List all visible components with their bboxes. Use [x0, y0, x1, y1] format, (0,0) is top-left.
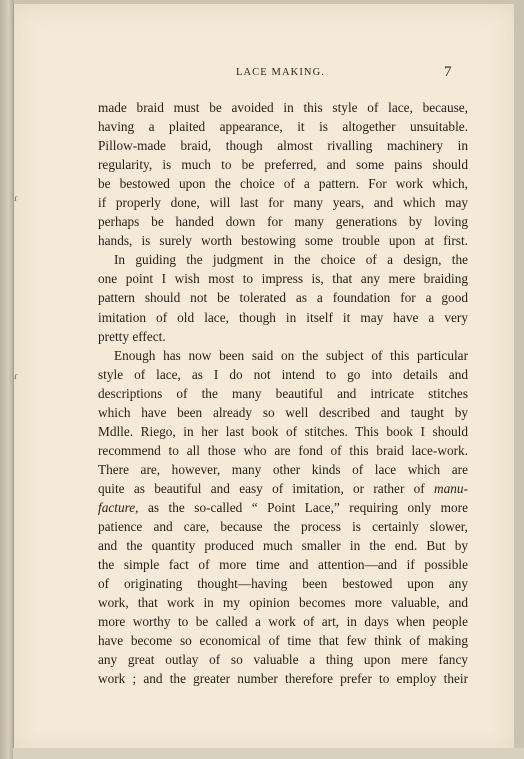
text-line: the simple fact of more time and attention—and if possible [98, 557, 468, 573]
text-segment: , as the so-called “ Point Lace,” requiring only more [135, 499, 468, 515]
text-line: of originating thought—having been bestowed upon any [98, 576, 468, 592]
book-gutter [0, 0, 14, 759]
text-line: pretty effect. [98, 328, 166, 344]
text-line: perhaps be handed down for many generations by loving [98, 214, 468, 230]
text-line: Pillow-made braid, though almost rivalling machinery in [98, 138, 468, 154]
text-line: work ; and the greater number therefore prefer to employ their [98, 671, 468, 687]
body-text [98, 98, 468, 688]
text-line: imitation of old lace, though in itself it may have a very [98, 309, 468, 325]
text-line [98, 498, 468, 517]
text-line: if properly done, will last for many years, and which may [98, 195, 468, 211]
text-line: which have been already so well described and taught by [98, 404, 468, 420]
text-line: made braid must be avoided in this style of lace, because, [98, 100, 468, 115]
page-bottom-edge [13, 748, 524, 759]
text-line: be bestowed upon the choice of a pattern. For work which, [98, 176, 468, 192]
italic-word: facture [98, 499, 136, 515]
text-line: more worthy to be called a work of art, in days when people [98, 614, 468, 630]
text-line: having a plaited appearance, it is altogether unsuitable. [98, 119, 468, 135]
text-line: any great outlay of so valuable a thing upon mere fancy [98, 652, 468, 668]
text-line: hands, is surely worth bestowing some trouble upon at first. [98, 233, 468, 249]
running-head-title: LACE MAKING. [235, 67, 326, 78]
text-line: pattern should not be tolerated as a foundation for a good [98, 290, 468, 306]
text-line: recommend to all those who are fond of this braid lace-work. [98, 442, 468, 458]
text-segment: quite as beautiful and easy of imitation, or rather of [98, 480, 425, 496]
book-page [13, 4, 514, 754]
italic-word: manu- [434, 480, 468, 496]
text-line: and the quantity produced much smaller in the end. But by [98, 538, 468, 554]
text-line: regularity, is much to be preferred, and some pains should [98, 157, 468, 173]
text-line: Mdlle. Riego, in her last book of stitches. This book I should [98, 423, 468, 439]
text-line: work, that work in my opinion becomes more valuable, and [98, 595, 468, 611]
margin-mark: ɾ [14, 192, 18, 204]
text-line [98, 479, 468, 498]
page-number: 7 [444, 64, 452, 80]
text-line: There are, however, many other kinds of lace which are [98, 461, 468, 477]
text-line: style of lace, as I do not intend to go into details and [98, 366, 468, 382]
text-line: In guiding the judgment in the choice of a design, the [114, 252, 468, 268]
margin-mark: ɾ [14, 370, 18, 382]
text-line: descriptions of the many beautiful and intricate stitches [98, 385, 468, 401]
text-line: one point I wish most to impress is, that any mere braiding [98, 271, 468, 287]
text-line: Enough has now been said on the subject of this particular [114, 347, 468, 363]
running-head [14, 64, 514, 83]
text-line: patience and care, because the process is certainly slower, [98, 519, 468, 535]
text-line: have become so economical of time that few think of making [98, 633, 468, 649]
